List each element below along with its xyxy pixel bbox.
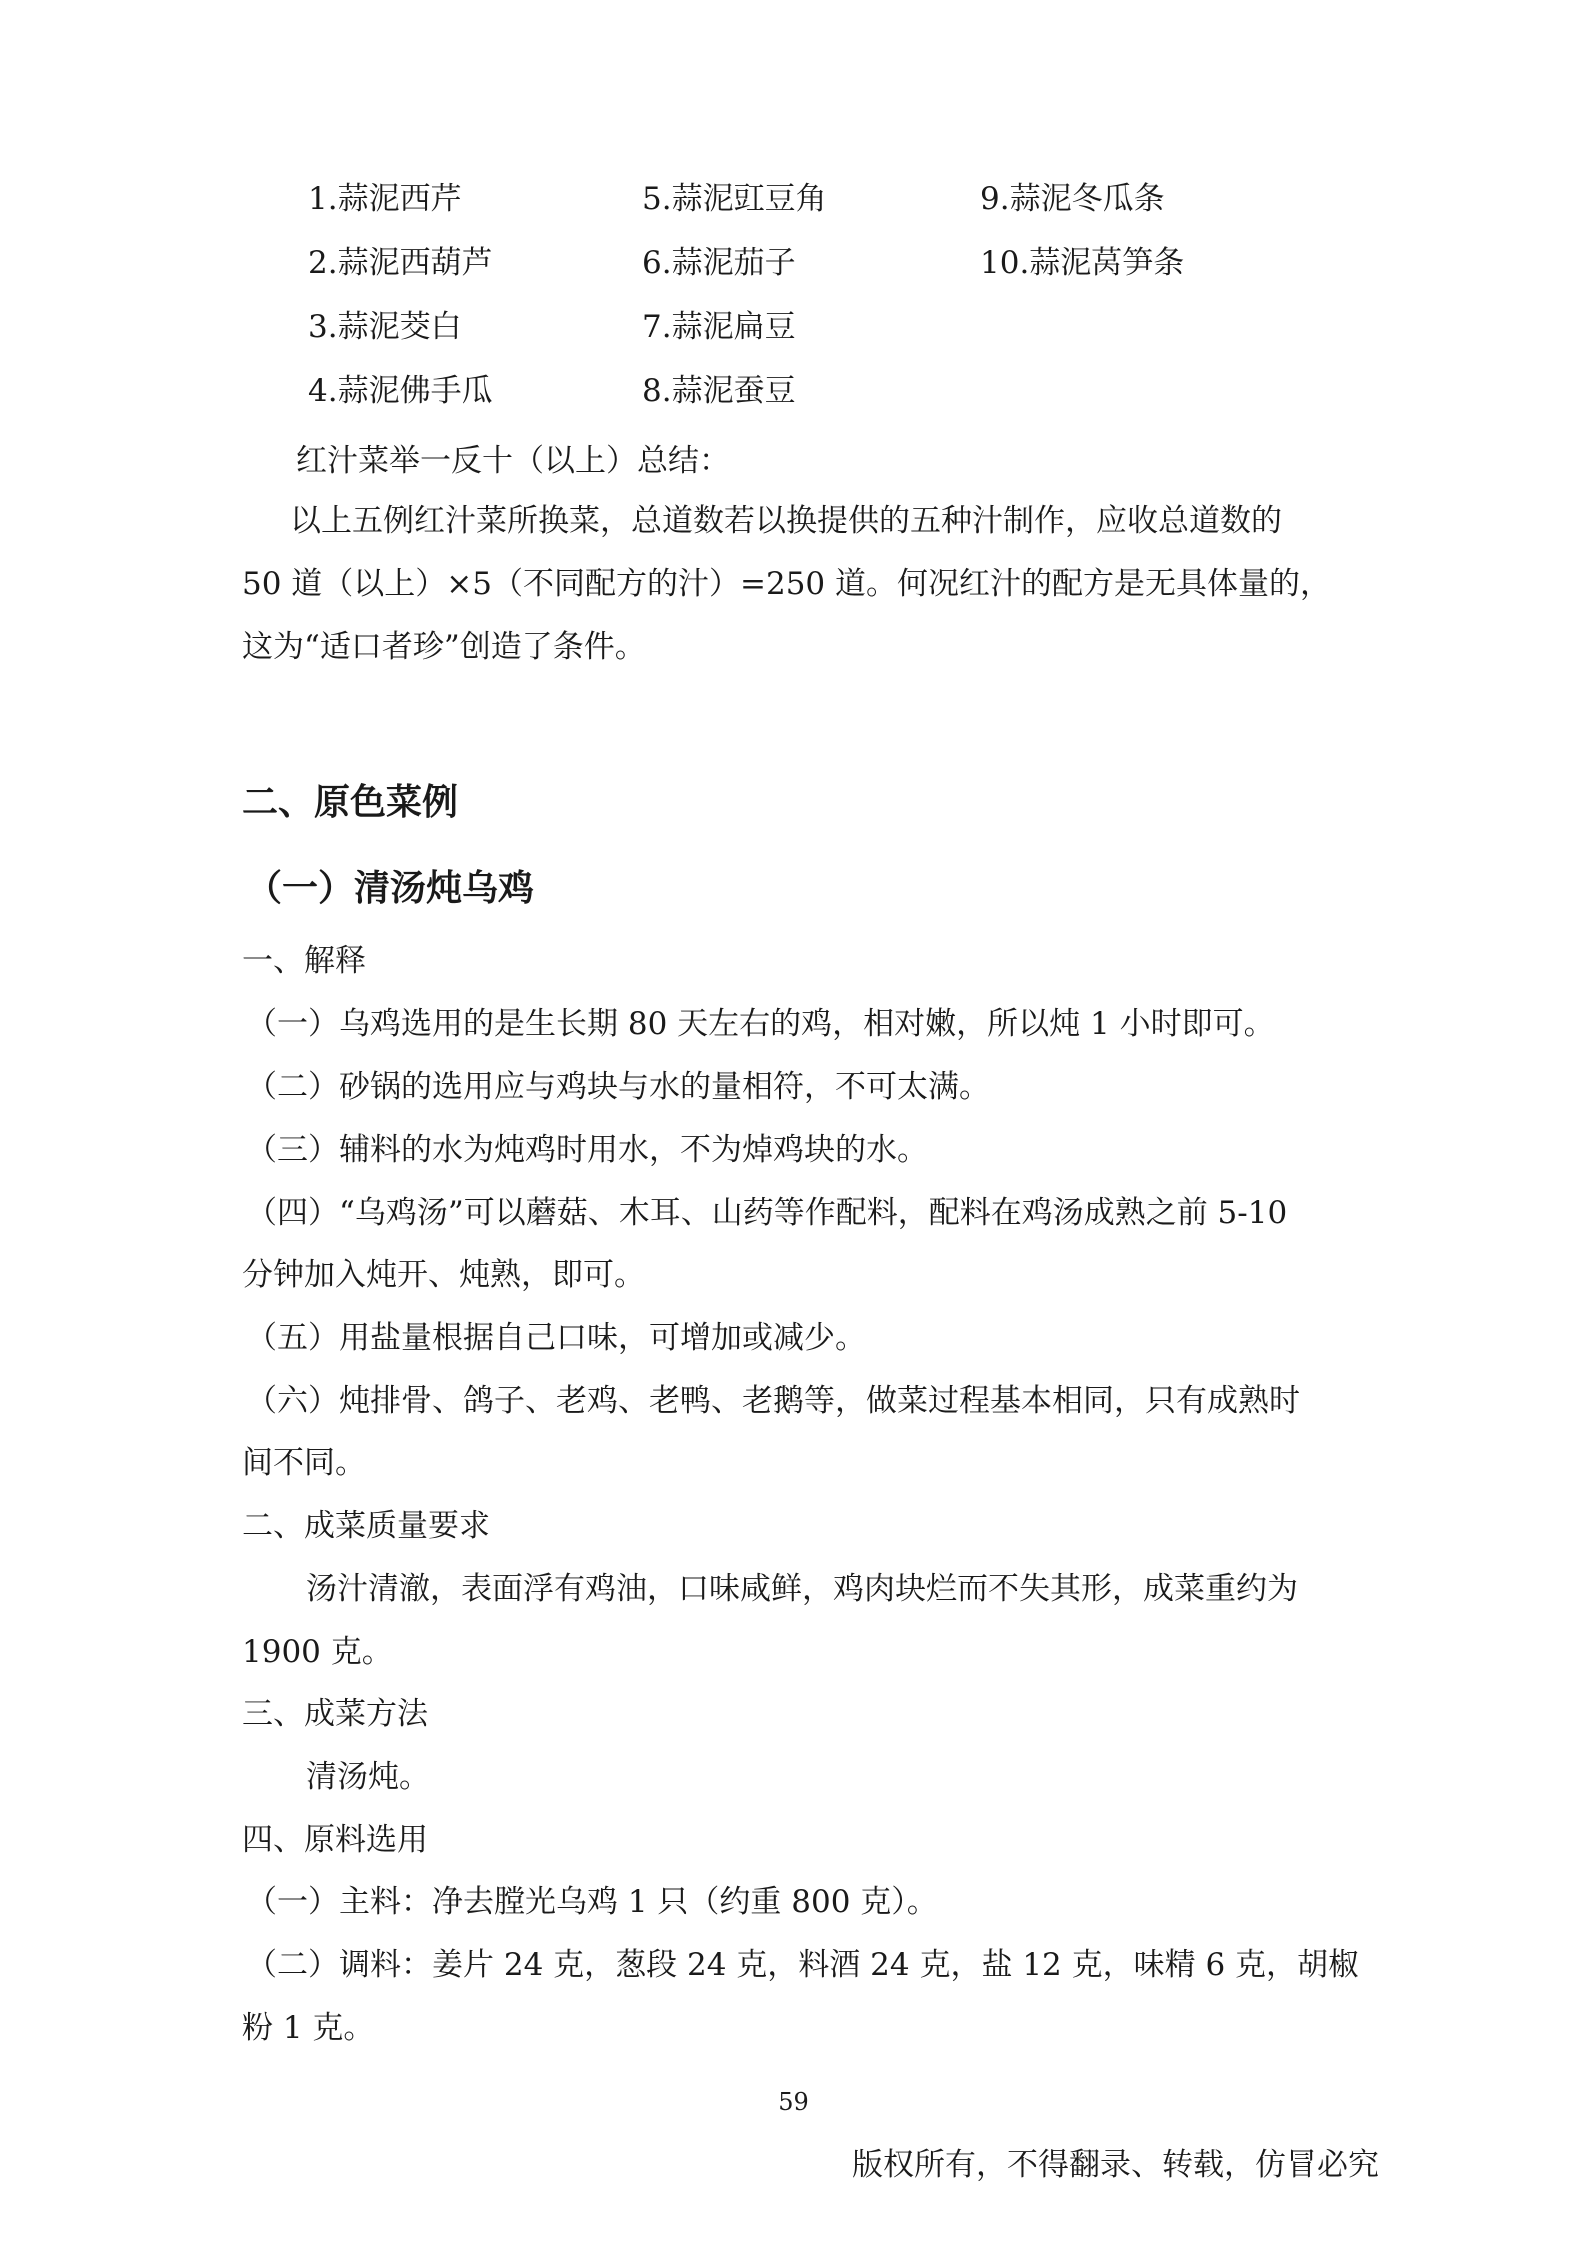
list-item: 8.蒜泥蚕豆 xyxy=(642,373,796,409)
materials-line: 粉 1 克。 xyxy=(242,2010,375,2046)
list-item: 3.蒜泥茭白 xyxy=(308,309,462,345)
list-item: 5.蒜泥豇豆角 xyxy=(642,181,827,217)
list-item: 1.蒜泥西芹 xyxy=(308,181,462,217)
summary-line: 这为“适口者珍”创造了条件。 xyxy=(242,629,646,665)
summary-line: 50 道（以上）×5（不同配方的汁）=250 道。何况红汁的配方是无具体量的， xyxy=(242,566,1331,602)
method-title: 三、成菜方法 xyxy=(242,1696,428,1732)
list-item: 9.蒜泥冬瓜条 xyxy=(980,181,1165,217)
quality-line: 1900 克。 xyxy=(242,1634,393,1670)
copyright-notice: 版权所有，不得翻录、转载，仿冒必究 xyxy=(852,2147,1379,2183)
dish-heading: （一）清汤炖乌鸡 xyxy=(246,868,535,909)
explain-item: （六）炖排骨、鸽子、老鸡、老鸭、老鹅等，做菜过程基本相同，只有成熟时 xyxy=(246,1383,1300,1419)
explain-item: 间不同。 xyxy=(242,1445,366,1481)
explain-item: （二）砂锅的选用应与鸡块与水的量相符，不可太满。 xyxy=(246,1069,990,1105)
section-heading: 二、原色菜例 xyxy=(242,782,459,823)
explain-item: （三）辅料的水为炖鸡时用水，不为焯鸡块的水。 xyxy=(246,1132,928,1168)
list-item: 6.蒜泥茄子 xyxy=(642,245,796,281)
explain-item: （四）“乌鸡汤”可以蘑菇、木耳、山药等作配料，配料在鸡汤成熟之前 5-10 xyxy=(246,1195,1288,1231)
list-item: 4.蒜泥佛手瓜 xyxy=(308,373,493,409)
explain-item: （五）用盐量根据自己口味，可增加或减少。 xyxy=(246,1320,866,1356)
explain-item: 分钟加入炖开、炖熟，即可。 xyxy=(242,1257,645,1293)
list-item: 10.蒜泥莴笋条 xyxy=(980,245,1185,281)
summary-title: 红汁菜举一反十（以上）总结： xyxy=(296,443,730,479)
quality-title: 二、成菜质量要求 xyxy=(242,1508,490,1544)
page-number: 59 xyxy=(778,2088,809,2116)
method-text: 清汤炖。 xyxy=(306,1759,430,1795)
materials-line: （二）调料：姜片 24 克，葱段 24 克，料酒 24 克，盐 12 克，味精 6 克，胡椒 xyxy=(246,1947,1360,1983)
materials-title: 四、原料选用 xyxy=(242,1822,428,1858)
explain-title: 一、解释 xyxy=(242,943,366,979)
materials-line: （一）主料：净去膛光乌鸡 1 只（约重 800 克）。 xyxy=(246,1884,938,1920)
summary-line: 以上五例红汁菜所换菜，总道数若以换提供的五种汁制作，应收总道数的 xyxy=(290,503,1282,539)
explain-item: （一）乌鸡选用的是生长期 80 天左右的鸡，相对嫩，所以炖 1 小时即可。 xyxy=(246,1006,1275,1042)
list-item: 7.蒜泥扁豆 xyxy=(642,309,796,345)
list-item: 2.蒜泥西葫芦 xyxy=(308,245,493,281)
quality-line: 汤汁清澈，表面浮有鸡油，口味咸鲜，鸡肉块烂而不失其形，成菜重约为 xyxy=(306,1571,1298,1607)
